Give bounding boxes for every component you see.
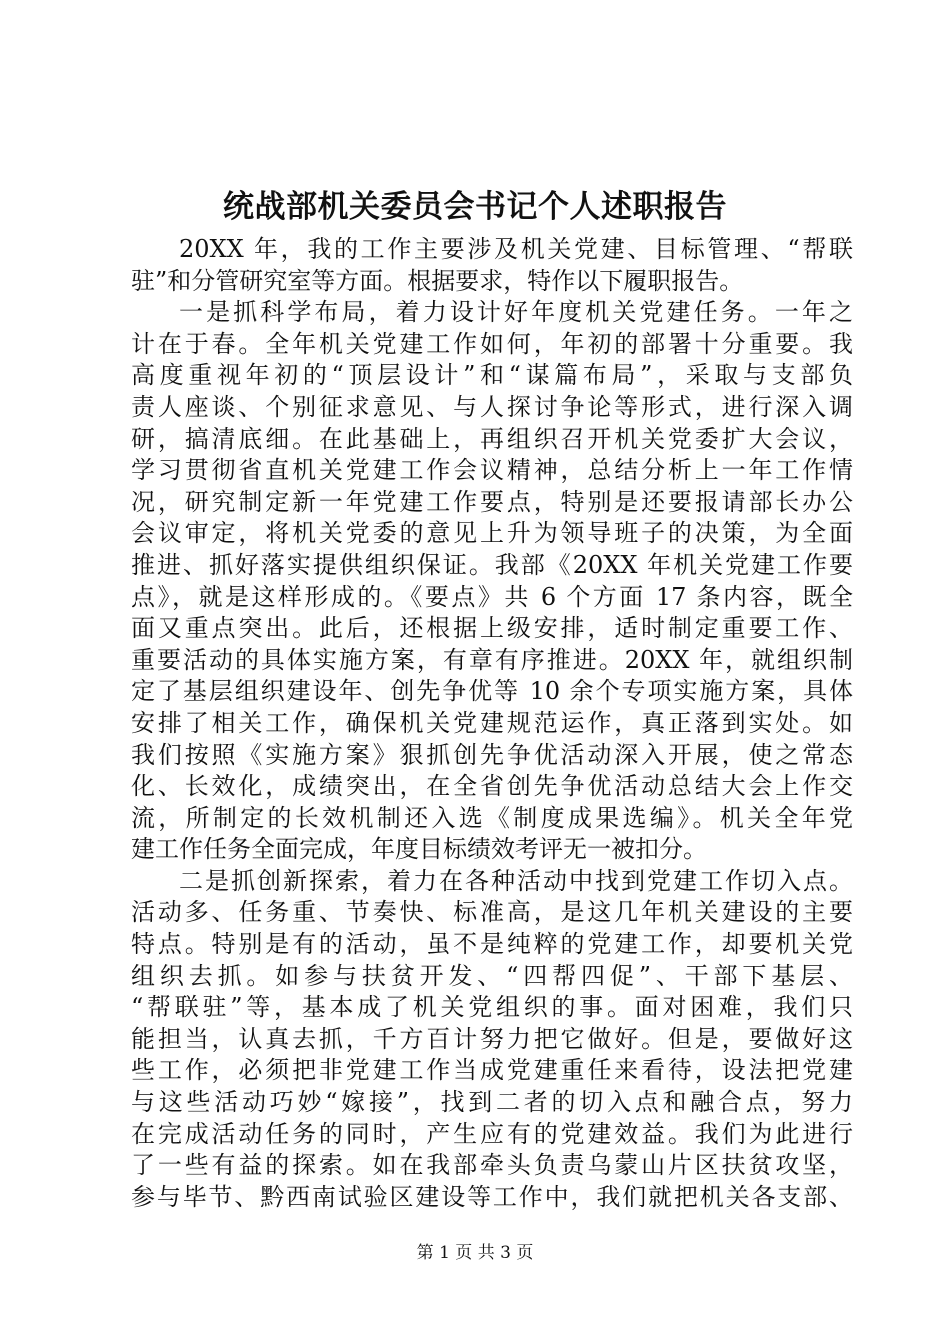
paragraph-line: 能担当，认真去抓，千方百计努力把它做好。但是，要做好这: [131, 1024, 853, 1053]
paragraph-line: 组织去抓。如参与扶贫开发、“四帮四促”、干部下基层、: [131, 961, 853, 990]
paragraph-line: 在完成活动任务的同时，产生应有的党建效益。我们为此进行: [131, 1119, 853, 1148]
paragraph-line: “帮联驻”等，基本成了机关党组织的事。面对困难，我们只: [131, 993, 853, 1022]
paragraph-line: 驻”和分管研究室等方面。根据要求，特作以下履职报告。: [131, 266, 744, 295]
paragraph-line: 我们按照《实施方案》狠抓创先争优活动深入开展，使之常态: [131, 740, 853, 769]
paragraph-line: 建工作任务全面完成，年度目标绩效考评无一被扣分。: [131, 835, 707, 864]
paragraph-line: 点》，就是这样形成的。《要点》共 6 个方面 17 条内容，既全: [131, 582, 853, 611]
paragraph-line: 与这些活动巧妙“嫁接”，找到二者的切入点和融合点，努力: [131, 1088, 853, 1117]
paragraph-line: 计在于春。全年机关党建工作如何，年初的部署十分重要。我: [131, 329, 853, 358]
paragraph-line: 面又重点突出。此后，还根据上级安排，适时制定重要工作、: [131, 614, 853, 643]
paragraph-line: 重要活动的具体实施方案，有章有序推进。20XX 年，就组织制: [131, 645, 853, 674]
paragraph-line: 活动多、任务重、节奏快、标准高，是这几年机关建设的主要: [131, 898, 853, 927]
document-title: 统战部机关委员会书记个人述职报告: [223, 189, 727, 225]
paragraph-line: 参与毕节、黔西南试验区建设等工作中，我们就把机关各支部、: [131, 1182, 853, 1211]
paragraph-line: 化、长效化，成绩突出，在全省创先争优活动总结大会上作交: [131, 772, 853, 801]
paragraph-line: 况，研究制定新一年党建工作要点，特别是还要报请部长办公: [131, 487, 853, 516]
paragraph-line: 学习贯彻省直机关党建工作会议精神，总结分析上一年工作情: [131, 456, 853, 485]
paragraph-line: 20XX 年，我的工作主要涉及机关党建、目标管理、“帮联: [179, 235, 853, 263]
paragraph-line: 些工作，必须把非党建工作当成党建重任来看待，设法把党建: [131, 1056, 853, 1085]
paragraph-line: 安排了相关工作，确保机关党建规范运作，真正落到实处。如: [131, 708, 853, 737]
paragraph-line: 推进、抓好落实提供组织保证。我部《20XX 年机关党建工作要: [131, 550, 853, 579]
paragraph-line: 责人座谈、个别征求意见、与人探讨争论等形式，进行深入调: [131, 392, 853, 421]
paragraph-line: 流，所制定的长效机制还入选《制度成果选编》。机关全年党: [131, 803, 853, 832]
document-body: [131, 234, 853, 1213]
paragraph-line: 定了基层组织建设年、创先争优等 10 余个专项实施方案，具体: [131, 677, 853, 706]
page-footer: 第 1 页 共 3 页: [416, 1243, 534, 1263]
paragraph-line: 高度重视年初的“顶层设计”和“谋篇布局”，采取与支部负: [131, 361, 853, 390]
paragraph-line: 了一些有益的探索。如在我部牵头负责乌蒙山片区扶贫攻坚，: [131, 1151, 853, 1180]
paragraph-line: 一是抓科学布局，着力设计好年度机关党建任务。一年之: [179, 298, 853, 327]
paragraph-line: 特点。特别是有的活动，虽不是纯粹的党建工作，却要机关党: [131, 930, 853, 959]
paragraph-line: 二是抓创新探索，着力在各种活动中找到党建工作切入点。: [179, 866, 853, 895]
paragraph-line: 研，搞清底细。在此基础上，再组织召开机关党委扩大会议，: [131, 424, 853, 453]
paragraph-line: 会议审定，将机关党委的意见上升为领导班子的决策，为全面: [131, 519, 853, 548]
